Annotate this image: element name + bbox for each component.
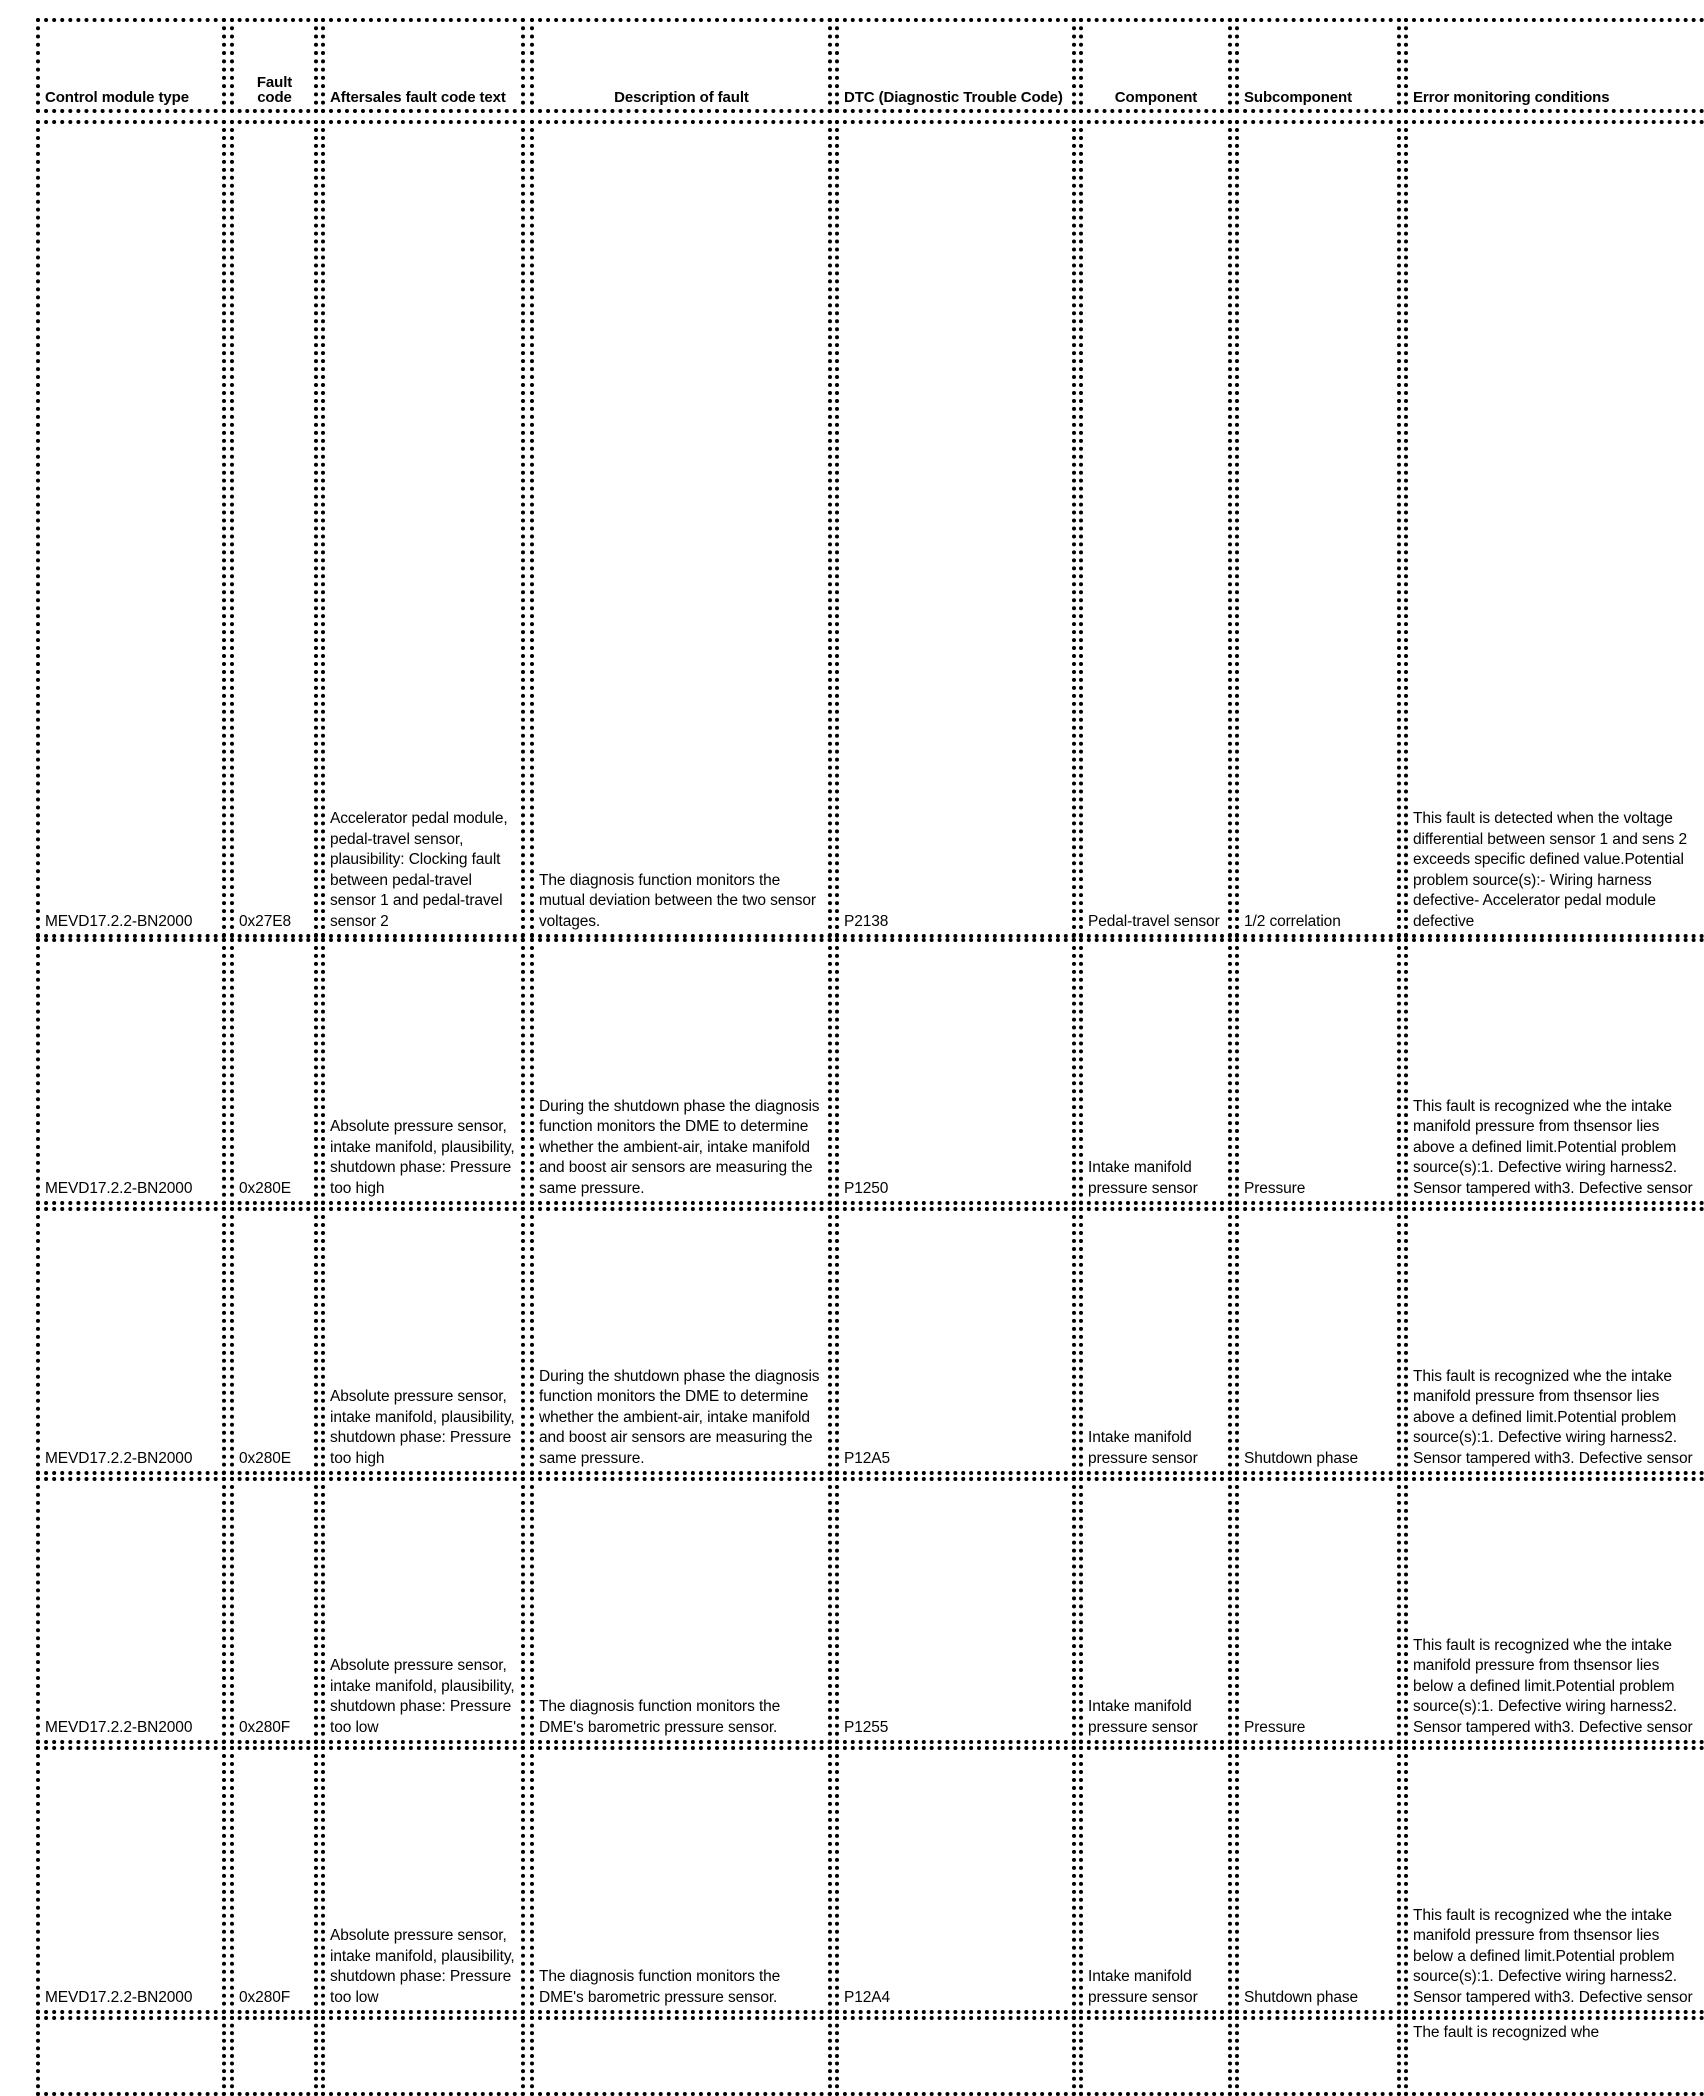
cell-subcomponent-row-2-text: Pressure <box>1244 1179 1306 1197</box>
cell-dtc-row-1 <box>835 120 1076 938</box>
cell-fault-code-row-1 <box>230 120 318 938</box>
header-fault-code <box>230 18 318 113</box>
cell-aftersales-text-row-4 <box>321 1477 525 1744</box>
cell-dtc-row-5-text: P12A4 <box>844 1988 891 2006</box>
cell-description-row-4-text: The diagnosis function monitors the DME's barometric pressure sensor. <box>539 1698 785 1736</box>
cell-fault-code-row-3-text: 0x280E <box>239 1449 291 1467</box>
cell-component-row-3-text: Intake manifold pressure sensor <box>1088 1429 1198 1467</box>
cell-subcomponent-row-2 <box>1235 938 1401 1205</box>
cell-error-monitoring-conditions-row-2 <box>1404 938 1704 1205</box>
cell-component-row-3 <box>1079 1207 1232 1475</box>
cell-control-module-type-row-3-text: MEVD17.2.2-BN2000 <box>45 1449 193 1467</box>
cell-aftersales-text-row-6 <box>321 2016 525 2096</box>
cell-error-monitoring-conditions-row-1 <box>1404 120 1704 938</box>
cell-description-row-5-text: The diagnosis function monitors the DME's barometric pressure sensor. <box>539 1968 785 2006</box>
cell-component-row-1 <box>1079 120 1232 938</box>
header-control-module-type-text: Control module type <box>45 89 189 106</box>
cell-description-row-2 <box>530 938 832 1205</box>
cell-component-row-5 <box>1079 1746 1232 2014</box>
cell-fault-code-row-2 <box>230 938 318 1205</box>
cell-error-monitoring-conditions-row-4 <box>1404 1477 1704 1744</box>
cell-control-module-type-row-2 <box>36 938 226 1205</box>
cell-description-row-4 <box>530 1477 832 1744</box>
cell-component-row-4-text: Intake manifold pressure sensor <box>1088 1698 1198 1736</box>
cell-control-module-type-row-1 <box>36 120 226 938</box>
cell-control-module-type-row-6 <box>36 2016 226 2096</box>
cell-control-module-type-row-4 <box>36 1477 226 1744</box>
cell-subcomponent-row-4-text: Pressure <box>1244 1718 1306 1736</box>
cell-aftersales-text-row-3 <box>321 1207 525 1475</box>
cell-control-module-type-row-5 <box>36 1746 226 2014</box>
header-component <box>1079 18 1232 113</box>
cell-fault-code-row-6 <box>230 2016 318 2096</box>
header-aftersales-text-text: Aftersales fault code text <box>330 89 506 106</box>
header-component-text: Component <box>1114 89 1198 106</box>
cell-subcomponent-row-3-text: Shutdown phase <box>1244 1449 1359 1467</box>
header-dtc <box>835 18 1076 113</box>
cell-error-monitoring-conditions-row-6 <box>1404 2016 1704 2096</box>
cell-dtc-row-5 <box>835 1746 1076 2014</box>
header-subcomponent <box>1235 18 1401 113</box>
cell-dtc-row-2-text: P1250 <box>844 1179 889 1197</box>
cell-description-row-6 <box>530 2016 832 2096</box>
cell-control-module-type-row-1-text: MEVD17.2.2-BN2000 <box>45 912 193 930</box>
cell-control-module-type-row-2-text: MEVD17.2.2-BN2000 <box>45 1179 193 1197</box>
cell-dtc-row-6 <box>835 2016 1076 2096</box>
cell-fault-code-row-4 <box>230 1477 318 1744</box>
cell-error-monitoring-conditions-row-6-text: The fault is recognized whe <box>1413 2024 1599 2041</box>
cell-description-row-3-text: During the shutdown phase the diagnosis function monitors the DME to determine whether the ambient-air, intake manifold and boost air sensors are measuring the same pressure. <box>539 1367 824 1467</box>
cell-description-row-1-text: The diagnosis function monitors the mutual deviation between the two sensor voltages. <box>539 871 821 930</box>
cell-dtc-row-4 <box>835 1477 1076 1744</box>
cell-component-row-4 <box>1079 1477 1232 1744</box>
cell-dtc-row-3-text: P12A5 <box>844 1449 891 1467</box>
cell-error-monitoring-conditions-row-3-text: This fault is recognized whe the intake manifold pressure from thsensor lies above a defined limit.Potential problem source(s):1. Defective wiring harness2. Sensor tampered with3. Defective sensor <box>1413 1367 1693 1467</box>
header-description-text: Description of fault <box>614 89 749 106</box>
header-error-monitoring-conditions <box>1404 18 1704 113</box>
cell-error-monitoring-conditions-row-3 <box>1404 1207 1704 1475</box>
cell-component-row-2-text: Intake manifold pressure sensor <box>1088 1159 1198 1197</box>
cell-dtc-row-1-text: P2138 <box>844 912 889 930</box>
cell-description-row-5 <box>530 1746 832 2014</box>
cell-control-module-type-row-5-text: MEVD17.2.2-BN2000 <box>45 1988 193 2006</box>
cell-component-row-5-text: Intake manifold pressure sensor <box>1088 1968 1198 2006</box>
cell-fault-code-row-5 <box>230 1746 318 2014</box>
cell-control-module-type-row-4-text: MEVD17.2.2-BN2000 <box>45 1718 193 1736</box>
cell-aftersales-text-row-1 <box>321 120 525 938</box>
cell-description-row-2-text: During the shutdown phase the diagnosis function monitors the DME to determine whether the ambient-air, intake manifold and boost air sensors are measuring the same pressure. <box>539 1097 824 1197</box>
cell-fault-code-row-2-text: 0x280E <box>239 1179 291 1197</box>
cell-subcomponent-row-1-text: 1/2 correlation <box>1244 912 1341 930</box>
cell-aftersales-text-row-5-text: Absolute pressure sensor, intake manifold, plausibility, shutdown phase: Pressure too low <box>330 1927 519 2006</box>
cell-subcomponent-row-4 <box>1235 1477 1401 1744</box>
cell-fault-code-row-4-text: 0x280F <box>239 1718 291 1736</box>
cell-component-row-2 <box>1079 938 1232 1205</box>
header-error-monitoring-conditions-text: Error monitoring conditions <box>1413 89 1610 106</box>
cell-aftersales-text-row-5 <box>321 1746 525 2014</box>
cell-description-row-1 <box>530 120 832 938</box>
cell-fault-code-row-5-text: 0x280F <box>239 1988 291 2006</box>
cell-aftersales-text-row-4-text: Absolute pressure sensor, intake manifold, plausibility, shutdown phase: Pressure too low <box>330 1657 519 1736</box>
header-dtc-text: DTC (Diagnostic Trouble Code) <box>844 89 1063 106</box>
cell-subcomponent-row-1 <box>1235 120 1401 938</box>
cell-error-monitoring-conditions-row-1-text: This fault is detected when the voltage differential between sensor 1 and sens 2 exceeds specific defined value.Potential problem source(s):- Wiring harness defective- Accelerator pedal module defective <box>1413 810 1692 930</box>
cell-description-row-3 <box>530 1207 832 1475</box>
cell-error-monitoring-conditions-row-4-text: This fault is recognized whe the intake manifold pressure from thsensor lies below a defined limit.Potential problem source(s):1. Defective wiring harness2. Sensor tampered with3. Defective sensor <box>1413 1636 1693 1736</box>
header-subcomponent-text: Subcomponent <box>1244 89 1352 106</box>
header-fault-code-text: Fault code <box>256 74 297 106</box>
cell-control-module-type-row-3 <box>36 1207 226 1475</box>
header-control-module-type <box>36 18 226 113</box>
cell-component-row-6 <box>1079 2016 1232 2096</box>
cell-fault-code-row-1-text: 0x27E8 <box>239 912 291 930</box>
cell-subcomponent-row-6 <box>1235 2016 1401 2096</box>
cell-aftersales-text-row-2 <box>321 938 525 1205</box>
cell-subcomponent-row-5 <box>1235 1746 1401 2014</box>
cell-error-monitoring-conditions-row-5 <box>1404 1746 1704 2014</box>
cell-dtc-row-3 <box>835 1207 1076 1475</box>
cell-error-monitoring-conditions-row-5-text: This fault is recognized whe the intake manifold pressure from thsensor lies below a defined limit.Potential problem source(s):1. Defective wiring harness2. Sensor tampered with3. Defective sensor <box>1413 1906 1693 2006</box>
cell-aftersales-text-row-2-text: Absolute pressure sensor, intake manifold, plausibility, shutdown phase: Pressure too high <box>330 1118 519 1197</box>
cell-subcomponent-row-5-text: Shutdown phase <box>1244 1988 1359 2006</box>
cell-dtc-row-2 <box>835 938 1076 1205</box>
header-aftersales-text <box>321 18 525 113</box>
cell-subcomponent-row-3 <box>1235 1207 1401 1475</box>
cell-dtc-row-4-text: P1255 <box>844 1718 889 1736</box>
cell-component-row-1-text: Pedal-travel sensor <box>1088 912 1220 930</box>
cell-error-monitoring-conditions-row-2-text: This fault is recognized whe the intake manifold pressure from thsensor lies above a defined limit.Potential problem source(s):1. Defective wiring harness2. Sensor tampered with3. Defective sensor <box>1413 1097 1693 1197</box>
cell-fault-code-row-3 <box>230 1207 318 1475</box>
header-description <box>530 18 832 113</box>
cell-aftersales-text-row-1-text: Accelerator pedal module, pedal-travel sensor, plausibility: Clocking fault between pedal-travel sensor 1 and pedal-travel sensor 2 <box>330 810 512 930</box>
cell-aftersales-text-row-3-text: Absolute pressure sensor, intake manifold, plausibility, shutdown phase: Pressure too high <box>330 1388 519 1467</box>
